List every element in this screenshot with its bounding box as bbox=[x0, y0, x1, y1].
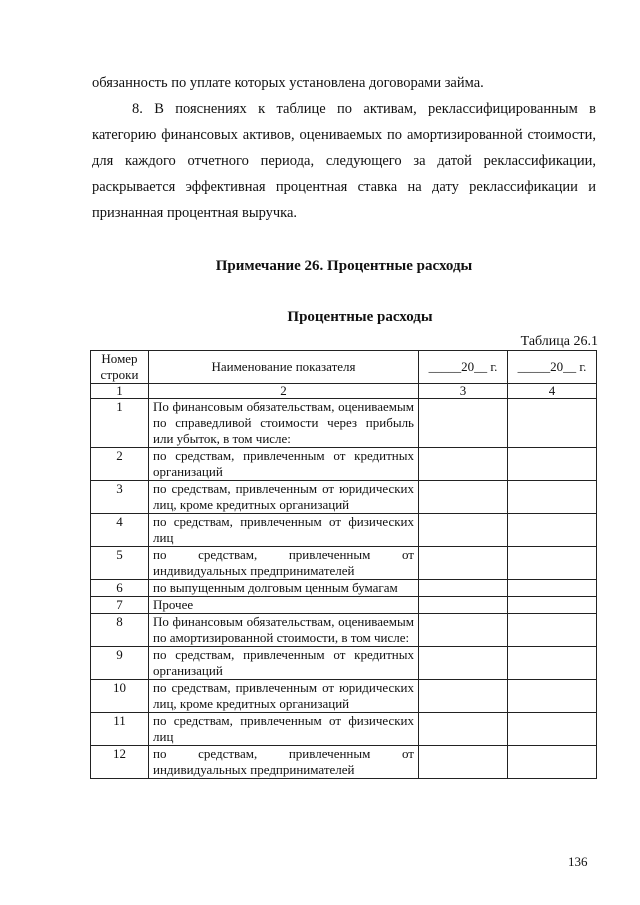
row-number-cell: 12 bbox=[91, 746, 149, 779]
column-index: 1 bbox=[91, 384, 149, 399]
table-row bbox=[91, 448, 597, 481]
row-number-cell: 7 bbox=[91, 597, 149, 614]
row-number-cell: 9 bbox=[91, 647, 149, 680]
value-period-2-cell bbox=[508, 448, 597, 481]
value-period-2-cell bbox=[508, 399, 597, 448]
value-period-2-cell bbox=[508, 614, 597, 647]
value-period-2-cell bbox=[508, 514, 597, 547]
indicator-name-cell: по средствам, привлеченным от кредитных организаций bbox=[149, 647, 419, 680]
row-number-cell: 11 bbox=[91, 713, 149, 746]
indicator-name-cell: по средствам, привлеченным от индивидуальных предпринимателей bbox=[149, 547, 419, 580]
indicator-name-cell: по средствам, привлеченным от юридических лиц, кроме кредитных организаций bbox=[149, 680, 419, 713]
value-period-1-cell bbox=[419, 713, 508, 746]
table-row bbox=[91, 514, 597, 547]
value-period-2-cell bbox=[508, 597, 597, 614]
value-period-1-cell bbox=[419, 746, 508, 779]
row-number-cell: 5 bbox=[91, 547, 149, 580]
table-row bbox=[91, 614, 597, 647]
value-period-1-cell bbox=[419, 614, 508, 647]
value-period-2-cell bbox=[508, 680, 597, 713]
row-number-cell: 3 bbox=[91, 481, 149, 514]
indicator-name-cell: Прочее bbox=[149, 597, 419, 614]
column-index: 3 bbox=[419, 384, 508, 399]
column-index: 4 bbox=[508, 384, 597, 399]
table-row bbox=[91, 597, 597, 614]
column-index: 2 bbox=[149, 384, 419, 399]
indicator-name-cell: по средствам, привлеченным от кредитных организаций bbox=[149, 448, 419, 481]
indicator-name-cell: по средствам, привлеченным от индивидуальных предпринимателей bbox=[149, 746, 419, 779]
value-period-1-cell bbox=[419, 399, 508, 448]
value-period-1-cell bbox=[419, 580, 508, 597]
indicator-name-cell: по выпущенным долговым ценным бумагам bbox=[149, 580, 419, 597]
indicator-name-cell: По финансовым обязательствам, оцениваемым по справедливой стоимости через прибыль или убыток, в том числе: bbox=[149, 399, 419, 448]
table-row bbox=[91, 547, 597, 580]
value-period-2-cell bbox=[508, 746, 597, 779]
value-period-2-cell bbox=[508, 481, 597, 514]
header-row-number: Номер строки bbox=[91, 351, 149, 384]
page-number: 136 bbox=[568, 854, 588, 869]
value-period-2-cell bbox=[508, 647, 597, 680]
table-row bbox=[91, 680, 597, 713]
table-title: Процентные расходы bbox=[287, 309, 433, 325]
row-number-cell: 2 bbox=[91, 448, 149, 481]
table-row bbox=[91, 580, 597, 597]
value-period-1-cell bbox=[419, 547, 508, 580]
value-period-1-cell bbox=[419, 597, 508, 614]
value-period-2-cell bbox=[508, 713, 597, 746]
indicator-name-cell: По финансовым обязательствам, оцениваемым по амортизированной стоимости, в том числе: bbox=[149, 614, 419, 647]
row-number-cell: 6 bbox=[91, 580, 149, 597]
table-row bbox=[91, 399, 597, 448]
header-period-2: _____20__ г. bbox=[508, 351, 597, 384]
table-row bbox=[91, 713, 597, 746]
paragraph-continuation: обязанность по уплате которых установлена договорами займа. bbox=[92, 75, 484, 91]
value-period-1-cell bbox=[419, 514, 508, 547]
value-period-1-cell bbox=[419, 448, 508, 481]
row-number-cell: 10 bbox=[91, 680, 149, 713]
value-period-1-cell bbox=[419, 481, 508, 514]
value-period-1-cell bbox=[419, 647, 508, 680]
table-header-row bbox=[91, 351, 597, 384]
table-row bbox=[91, 746, 597, 779]
row-number-cell: 4 bbox=[91, 514, 149, 547]
table-label: Таблица 26.1 bbox=[520, 334, 598, 349]
note-heading: Примечание 26. Процентные расходы bbox=[215, 258, 473, 274]
value-period-1-cell bbox=[419, 680, 508, 713]
table-column-index-row bbox=[91, 384, 597, 399]
row-number-cell: 8 bbox=[91, 614, 149, 647]
interest-expenses-table bbox=[90, 350, 597, 779]
row-number-cell: 1 bbox=[91, 399, 149, 448]
indicator-name-cell: по средствам, привлеченным от физических лиц bbox=[149, 514, 419, 547]
value-period-2-cell bbox=[508, 580, 597, 597]
paragraph-8: 8. В пояснениях к таблице по активам, реклассифицированным в категорию финансовых активов, оцениваемых по амортизированной стоимости, для каждого отчетного периода, следующего за датой реклассификации, раскрывается эффективная процентная ставка на дату реклассификации и признанная процентная выручка. bbox=[92, 101, 596, 221]
table-row bbox=[91, 647, 597, 680]
header-period-1: _____20__ г. bbox=[419, 351, 508, 384]
value-period-2-cell bbox=[508, 547, 597, 580]
header-indicator-name: Наименование показателя bbox=[149, 351, 419, 384]
table-row bbox=[91, 481, 597, 514]
indicator-name-cell: по средствам, привлеченным от юридических лиц, кроме кредитных организаций bbox=[149, 481, 419, 514]
indicator-name-cell: по средствам, привлеченным от физических лиц bbox=[149, 713, 419, 746]
